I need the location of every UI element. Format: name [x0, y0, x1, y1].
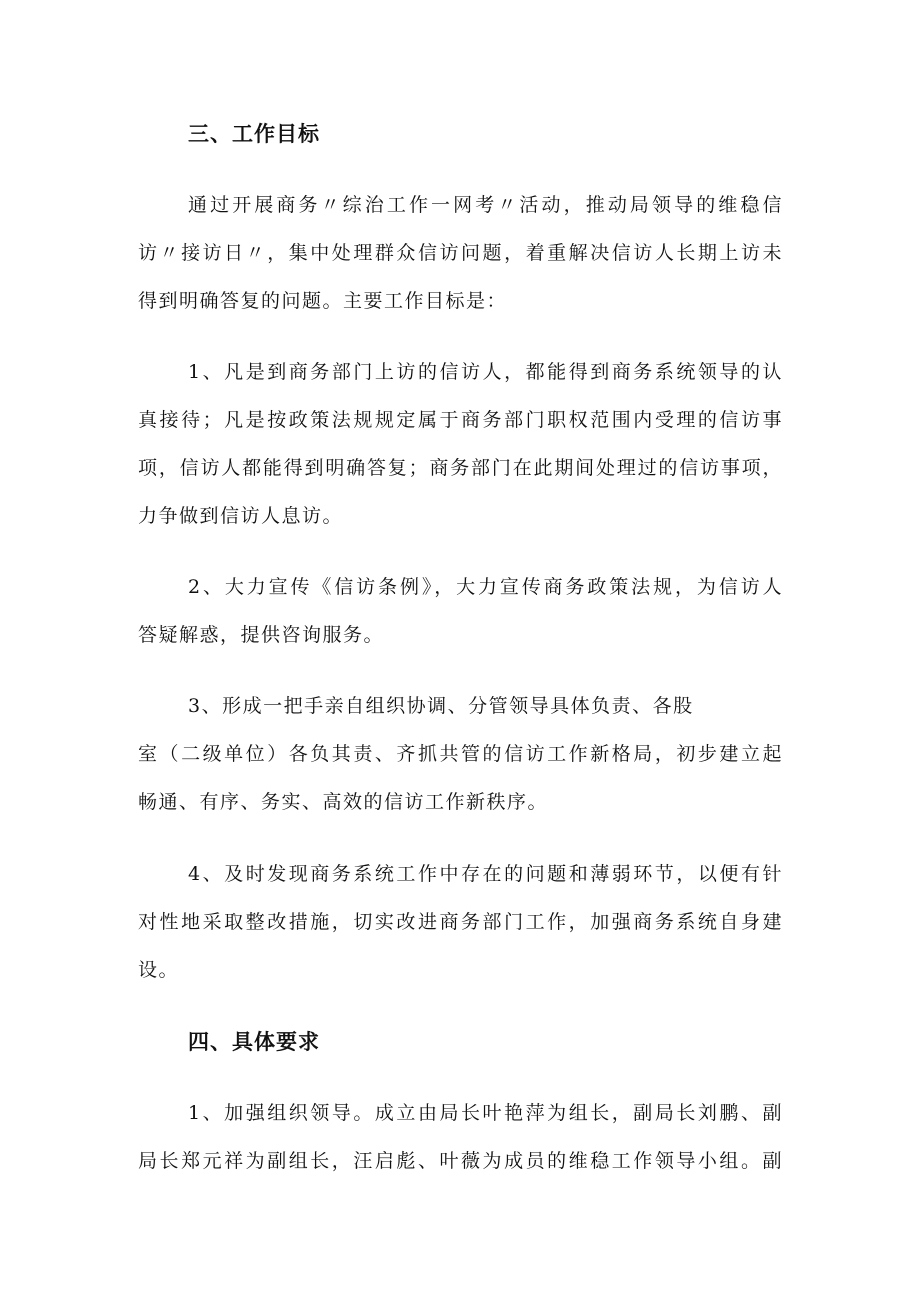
section-heading-work-goals: 三、工作目标 — [188, 122, 320, 146]
goal-1-line-3: 项，信访人都能得到明确答复；商务部门在此期间处理过的信访事项， — [138, 457, 783, 479]
goal-1-line-4: 力争做到信访人息访。 — [138, 505, 344, 527]
goal-1-line-1: 1、凡是到商务部门上访的信访人，都能得到商务系统领导的认 — [188, 361, 783, 383]
requirement-1-line-1: 1、加强组织领导。成立由局长叶艳萍为组长，副局长刘鹏、副 — [188, 1102, 783, 1124]
intro-line-2: 访〃接访日〃，集中处理群众信访问题，着重解决信访人长期上访未 — [138, 242, 783, 264]
goal-2-line-1: 2、大力宣传《信访条例》，大力宣传商务政策法规，为信访人 — [188, 576, 783, 598]
goal-4-line-1: 4、及时发现商务系统工作中存在的问题和薄弱环节，以便有针 — [188, 863, 783, 885]
goal-4-line-2: 对性地采取整改措施，切实改进商务部门工作，加强商务系统自身建 — [138, 911, 783, 933]
goal-4-line-3: 设。 — [138, 959, 180, 981]
goal-3-line-2: 室（二级单位）各负其责、齐抓共管的信访工作新格局，初步建立起 — [138, 743, 783, 765]
intro-line-1: 通过开展商务〃综治工作一网考〃活动，推动局领导的维稳信 — [188, 194, 783, 216]
goal-3-line-1: 3、形成一把手亲自组织协调、分管领导具体负责、各股 — [188, 695, 694, 717]
section-heading-requirements: 四、具体要求 — [188, 1030, 320, 1054]
intro-line-3: 得到明确答复的问题。主要工作目标是： — [138, 290, 508, 312]
goal-3-line-3: 畅通、有序、务实、高效的信访工作新秩序。 — [138, 791, 549, 813]
goal-1-line-2: 真接待；凡是按政策法规规定属于商务部门职权范围内受理的信访事 — [138, 409, 783, 431]
goal-2-line-2: 答疑解惑，提供咨询服务。 — [138, 624, 385, 646]
requirement-1-line-2: 局长郑元祥为副组长，汪启彪、叶薇为成员的维稳工作领导小组。副 — [138, 1150, 783, 1172]
